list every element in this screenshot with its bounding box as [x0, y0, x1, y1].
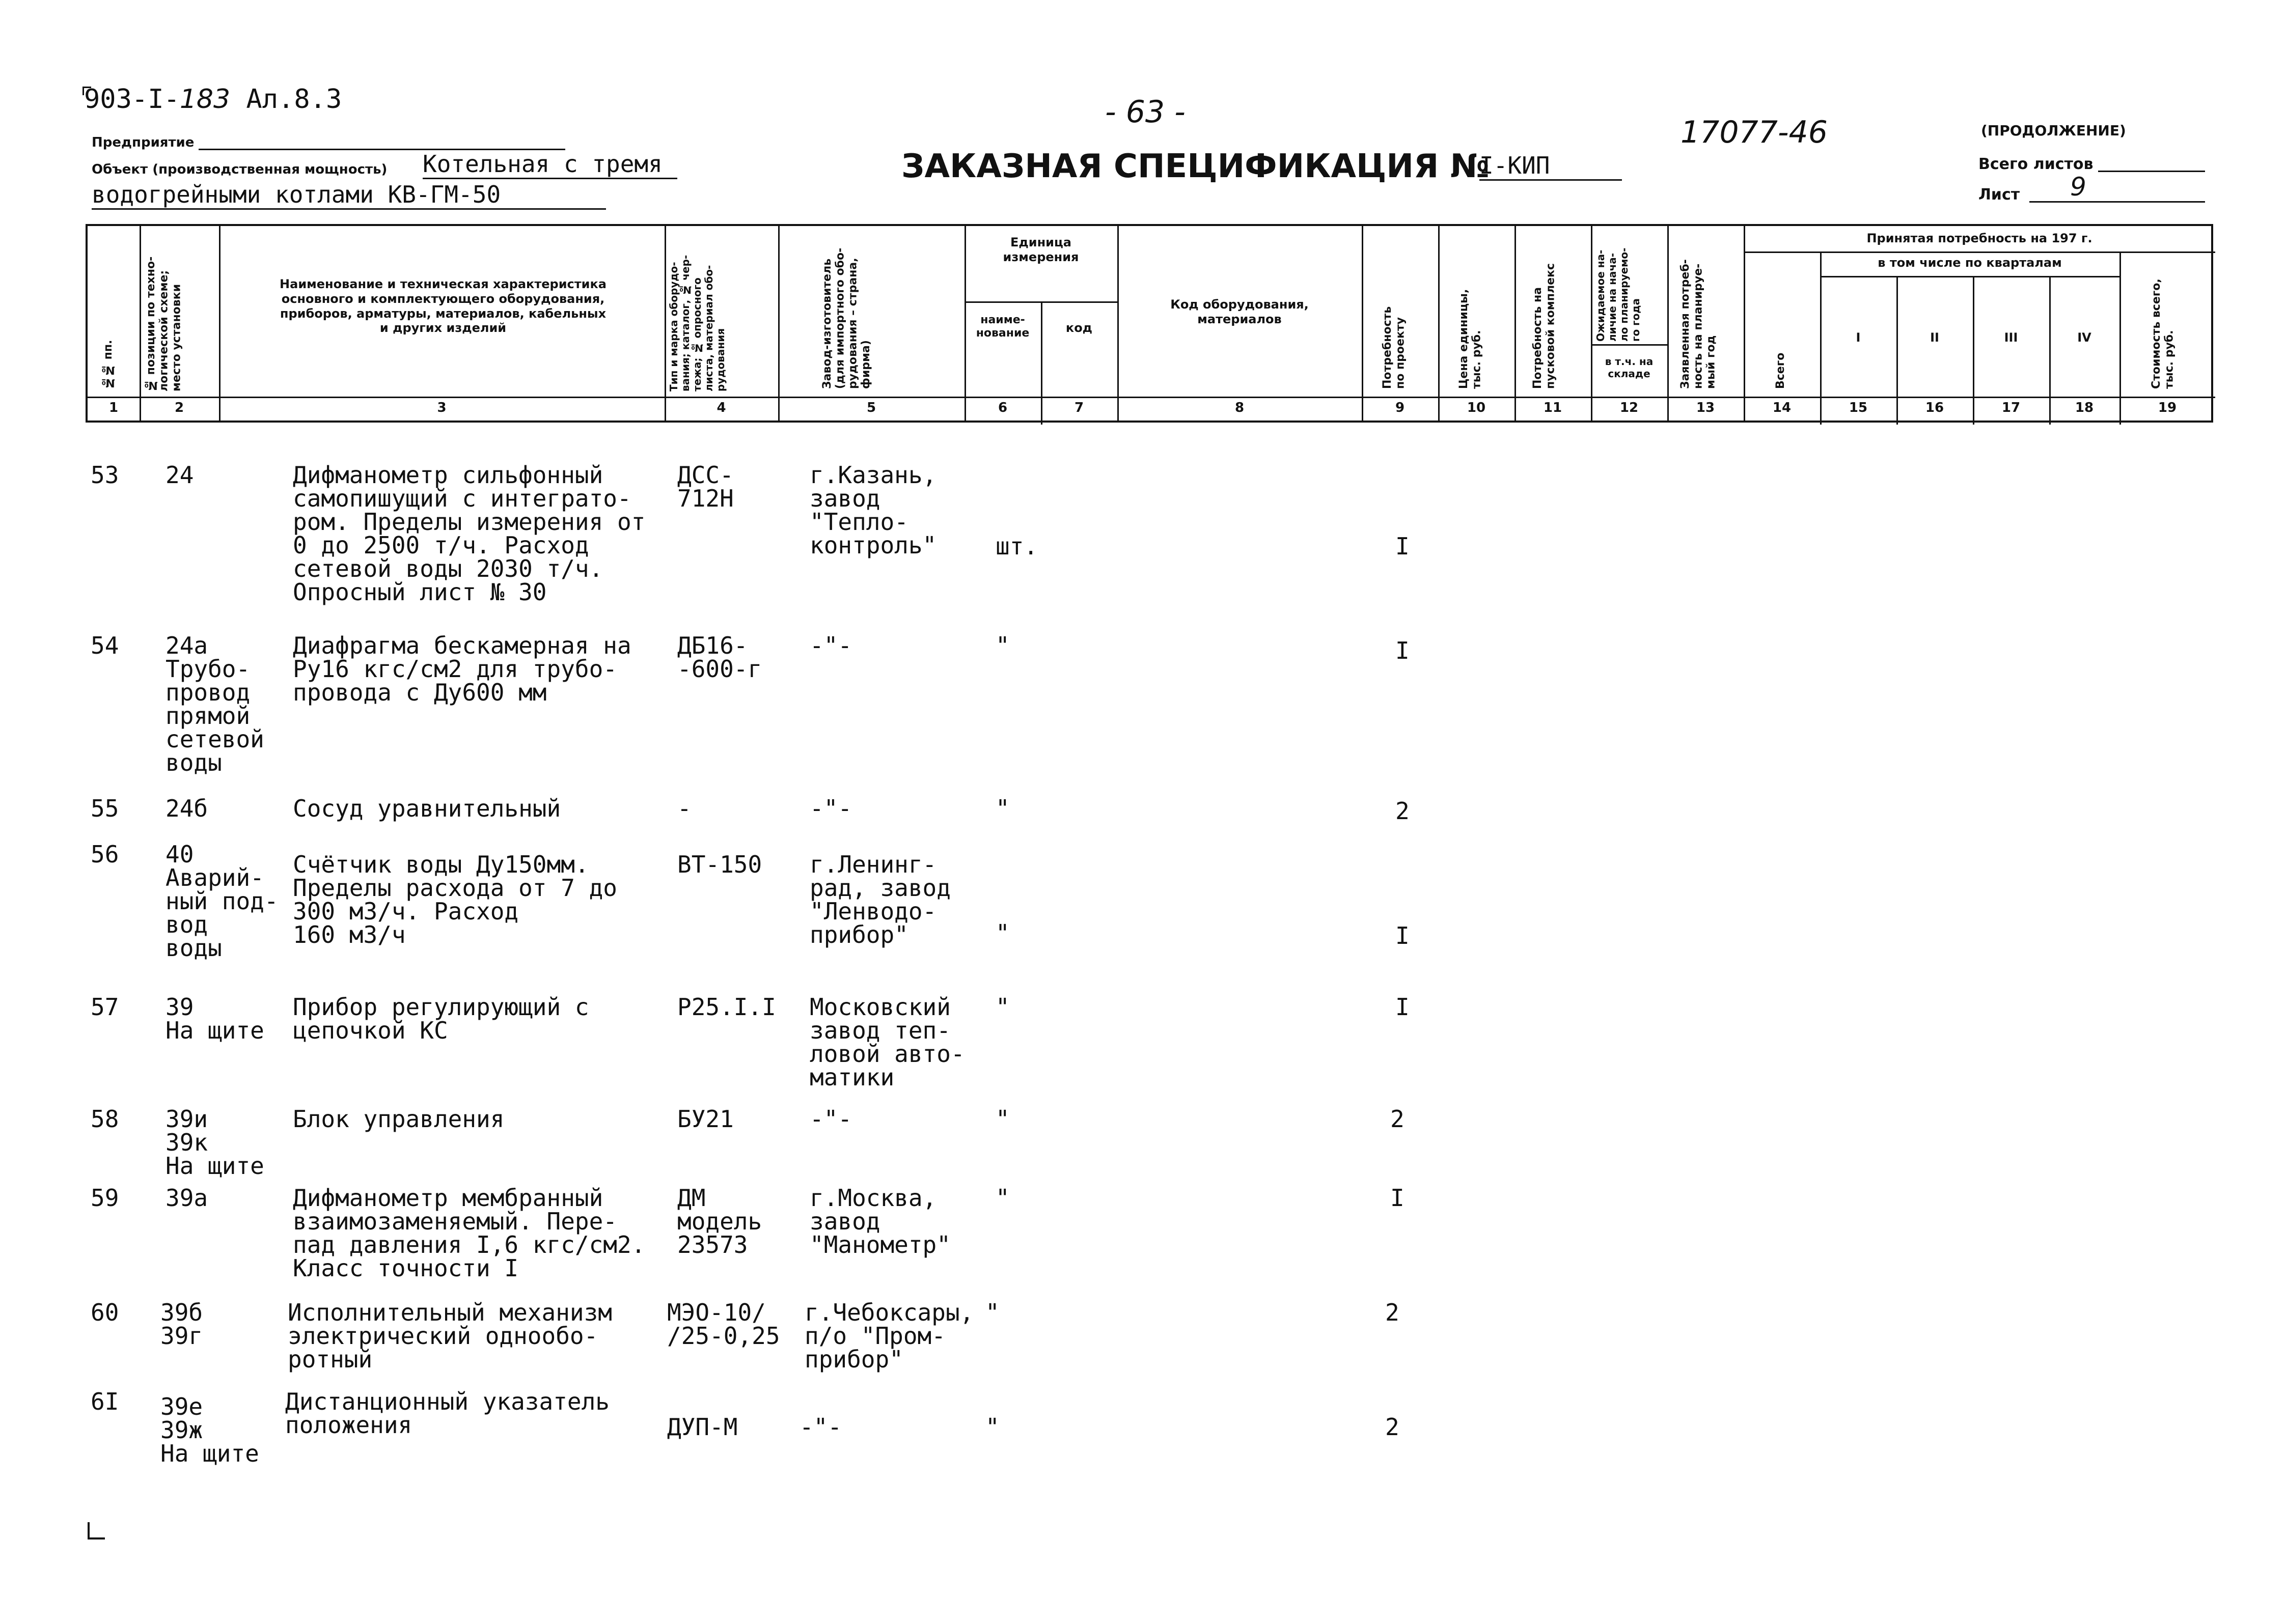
header-col-9: Потребность по проекту — [1381, 306, 1407, 389]
row-quantity: 2 — [1395, 797, 1410, 825]
sheet-value: 9 — [2070, 172, 2086, 202]
col-divider — [219, 226, 221, 421]
enterprise-label: Предприятие — [92, 135, 195, 150]
header-q1: I — [1856, 330, 1861, 345]
col-number: 13 — [1696, 400, 1715, 415]
row-divider — [1591, 344, 1667, 346]
row-unit: " — [985, 1413, 1000, 1441]
row-divider — [1744, 251, 2215, 253]
col-number: 17 — [2001, 400, 2021, 415]
row-number: 53 — [91, 461, 119, 489]
header-q2: II — [1930, 330, 1939, 345]
header-col-6: наиме- нование — [976, 314, 1030, 340]
row-position: 40 Аварий- ный под- вод воды — [166, 841, 279, 962]
col-number: 15 — [1849, 400, 1868, 415]
col-number: 12 — [1619, 400, 1639, 415]
row-name: Дистанционный указатель положения — [285, 1388, 610, 1439]
specification-title: ЗАКАЗНАЯ СПЕЦИФИКАЦИЯ № — [901, 148, 1490, 185]
row-type: Р25.I.I — [677, 993, 776, 1021]
col-divider — [778, 226, 780, 421]
col-number: 11 — [1543, 400, 1562, 415]
row-maker: -"- — [810, 1105, 852, 1133]
row-type: ВТ-150 — [677, 851, 762, 878]
row-type: - — [677, 795, 692, 822]
col-number: 5 — [866, 400, 876, 415]
row-unit: " — [985, 1299, 1000, 1326]
row-maker: -"- — [800, 1413, 842, 1441]
row-position: 24а Трубо- провод прямой сетевой воды — [166, 632, 264, 776]
col-divider — [2119, 251, 2121, 425]
document-code-handwritten: 183 — [179, 84, 231, 115]
row-maker: Московский завод теп- ловой авто- матики — [810, 993, 965, 1091]
row-unit: " — [996, 993, 1010, 1021]
header-col-12-bottom: в т.ч. на складе — [1605, 355, 1654, 380]
row-name: Блок управления — [293, 1105, 505, 1133]
document-code-suffix: Ал.8.3 — [246, 84, 342, 115]
row-name: Счётчик воды Ду150мм. Пределы расхода от 7 до 300 м3/ч. Расход 160 м3/ч — [293, 851, 617, 948]
header-col-10: Цена единицы, тыс. руб. — [1457, 289, 1483, 389]
row-name: Сосуд уравнительный — [293, 795, 561, 822]
row-quantity: 2 — [1385, 1413, 1399, 1441]
row-number: 58 — [91, 1105, 119, 1133]
row-maker: г.Ленинг- рад, завод "Ленводо- прибор" — [810, 851, 951, 948]
header-col-5: Завод-изготовитель (для импортного обо- рудования – страна, фирма) — [821, 247, 872, 389]
header-col-8: Код оборудования, материалов — [1170, 297, 1309, 326]
row-type: ДБ16- -600-г — [677, 632, 762, 683]
row-divider — [1820, 276, 2119, 277]
document-code-print: 903-I- — [84, 84, 180, 115]
row-quantity: I — [1395, 637, 1410, 664]
row-name: Диафрагма бескамерная на Ру16 кгс/см2 для трубо- провода с Ду600 мм — [293, 632, 631, 706]
row-number: 6I — [91, 1388, 119, 1415]
document-code — [84, 84, 342, 115]
col-number: 8 — [1234, 400, 1245, 415]
header-col-2: № позиции по техно- логической схеме; место установки — [145, 256, 183, 391]
col-number: 1 — [108, 400, 119, 415]
col-number: 4 — [717, 400, 726, 415]
row-type: ДУП-М — [667, 1413, 738, 1441]
col-number: 19 — [2158, 400, 2177, 415]
row-position: 39и 39к На щите — [166, 1105, 264, 1180]
col-number: 6 — [998, 400, 1008, 415]
row-name: Дифманометр мембранный взаимозаменяемый. Пере- пад давления I,6 кгс/см2. Класс точности I — [293, 1184, 646, 1282]
header-q4: IV — [2077, 330, 2091, 345]
row-maker: -"- — [810, 795, 852, 822]
header-col-19: Стоимость всего, тыс. руб. — [2150, 278, 2176, 389]
col-divider — [1744, 226, 1745, 421]
col-number: 7 — [1074, 400, 1084, 415]
row-name: Исполнительный механизм электрический однообо- ротный — [288, 1299, 612, 1373]
row-position: 24 — [166, 461, 194, 489]
col-number: 9 — [1395, 400, 1405, 415]
row-number: 59 — [91, 1184, 119, 1212]
col-divider — [1362, 226, 1363, 421]
row-type: МЭО-10/ /25-0,25 — [667, 1299, 780, 1350]
header-col-7: код — [1065, 321, 1093, 335]
row-quantity: 2 — [1385, 1299, 1399, 1326]
header-col-14: Всего — [1774, 352, 1787, 389]
col-number: 10 — [1467, 400, 1486, 415]
row-position: 39е 39ж На щите — [160, 1393, 259, 1467]
continuation-label: (ПРОДОЛЖЕНИЕ) — [1981, 122, 2126, 139]
row-number: 60 — [91, 1299, 119, 1326]
row-type: БУ21 — [677, 1105, 734, 1133]
row-unit: " — [996, 919, 1010, 947]
col-number: 2 — [174, 400, 184, 415]
col-divider — [1591, 226, 1592, 421]
row-maker: -"- — [810, 632, 852, 659]
sheet-label: Лист — [1978, 186, 2020, 204]
row-name: Прибор регулирующий с цепочкой КС — [293, 993, 589, 1044]
col-number: 14 — [1772, 400, 1792, 415]
row-number: 54 — [91, 632, 119, 659]
col-number: 16 — [1925, 400, 1944, 415]
sheet-field-line — [2029, 201, 2205, 203]
row-unit: " — [996, 1105, 1010, 1133]
sheets-total-label: Всего листов — [1978, 155, 2094, 173]
row-quantity: I — [1395, 922, 1410, 949]
specification-number: I-КИП — [1479, 152, 1622, 181]
col-number: 18 — [2075, 400, 2094, 415]
row-position: 39б 39г — [160, 1299, 203, 1350]
row-quantity: I — [1390, 1184, 1404, 1212]
header-unit: Единица измерения — [1003, 235, 1079, 264]
row-maker: г.Москва, завод "Манометр" — [810, 1184, 951, 1258]
col-divider — [140, 226, 141, 421]
col-divider — [1667, 226, 1669, 421]
header-q3: III — [2004, 330, 2018, 345]
col-divider — [665, 226, 666, 421]
row-position: 39 На щите — [166, 993, 264, 1044]
header-col-3: Наименование и техническая характеристика основного и комплектующего оборудования, приборов, арматуры, материалов, кабельных и других изделий — [280, 277, 607, 335]
spec-table-header — [86, 224, 2213, 423]
header-quarters: в том числе по кварталам — [1878, 256, 2062, 270]
row-position: 39а — [166, 1184, 208, 1212]
row-quantity: I — [1395, 993, 1410, 1021]
row-unit: " — [996, 795, 1010, 822]
row-maker: г.Чебоксары, п/о "Пром- прибор" — [805, 1299, 974, 1373]
row-unit: " — [996, 632, 1010, 659]
header-col-13: Заявленная потреб- ность на планируе- мый год — [1679, 259, 1718, 389]
row-number: 57 — [91, 993, 119, 1021]
row-divider — [965, 301, 1117, 303]
header-col-11: Потребность на пусковой комплекс — [1531, 263, 1557, 389]
col-divider — [1514, 226, 1516, 421]
row-name: Дифманометр сильфонный самопишущий с интеграто- ром. Пределы измерения от 0 до 2500 т/ч. Расход сетевой воды 2030 т/ч. Опросный лист № 30 — [293, 461, 646, 606]
row-unit: " — [996, 1184, 1010, 1212]
object-label: Объект (производственная мощность) — [92, 162, 388, 177]
object-value-line-2: водогрейными котлами КВ-ГМ-50 — [92, 181, 606, 210]
header-col-4: Тип и марка оборудо- вания; каталог, № чер- тежа; № опросного листа, материал обо- рудования — [668, 255, 727, 391]
row-quantity: I — [1395, 533, 1410, 560]
row-maker: г.Казань, завод "Тепло- контроль" — [810, 461, 937, 559]
row-type: ДСС- 712Н — [677, 461, 734, 512]
row-quantity: 2 — [1390, 1105, 1404, 1133]
header-col-12-top: Ожидаемое на- личие на нача- ло планируемо- го года — [1594, 247, 1642, 342]
object-value-line-1: Котельная с тремя — [423, 150, 677, 179]
header-accepted: Принятая потребность на 197 г. — [1866, 231, 2092, 245]
order-number: 17077-46 — [1681, 115, 1828, 150]
sheets-total-field-line — [2098, 171, 2205, 172]
row-type: ДМ модель 23573 — [677, 1184, 762, 1258]
col-divider — [1438, 226, 1440, 421]
row-number: 55 — [91, 795, 119, 822]
corner-mark-bottom — [88, 1522, 105, 1539]
page-number: - 63 - — [1105, 94, 1186, 130]
col-number: 3 — [437, 400, 447, 415]
header-col-1: №№ пп. — [102, 340, 115, 389]
row-unit: шт. — [996, 533, 1038, 560]
row-position: 24б — [166, 795, 208, 822]
row-divider — [88, 397, 2215, 398]
row-number: 56 — [91, 841, 119, 868]
